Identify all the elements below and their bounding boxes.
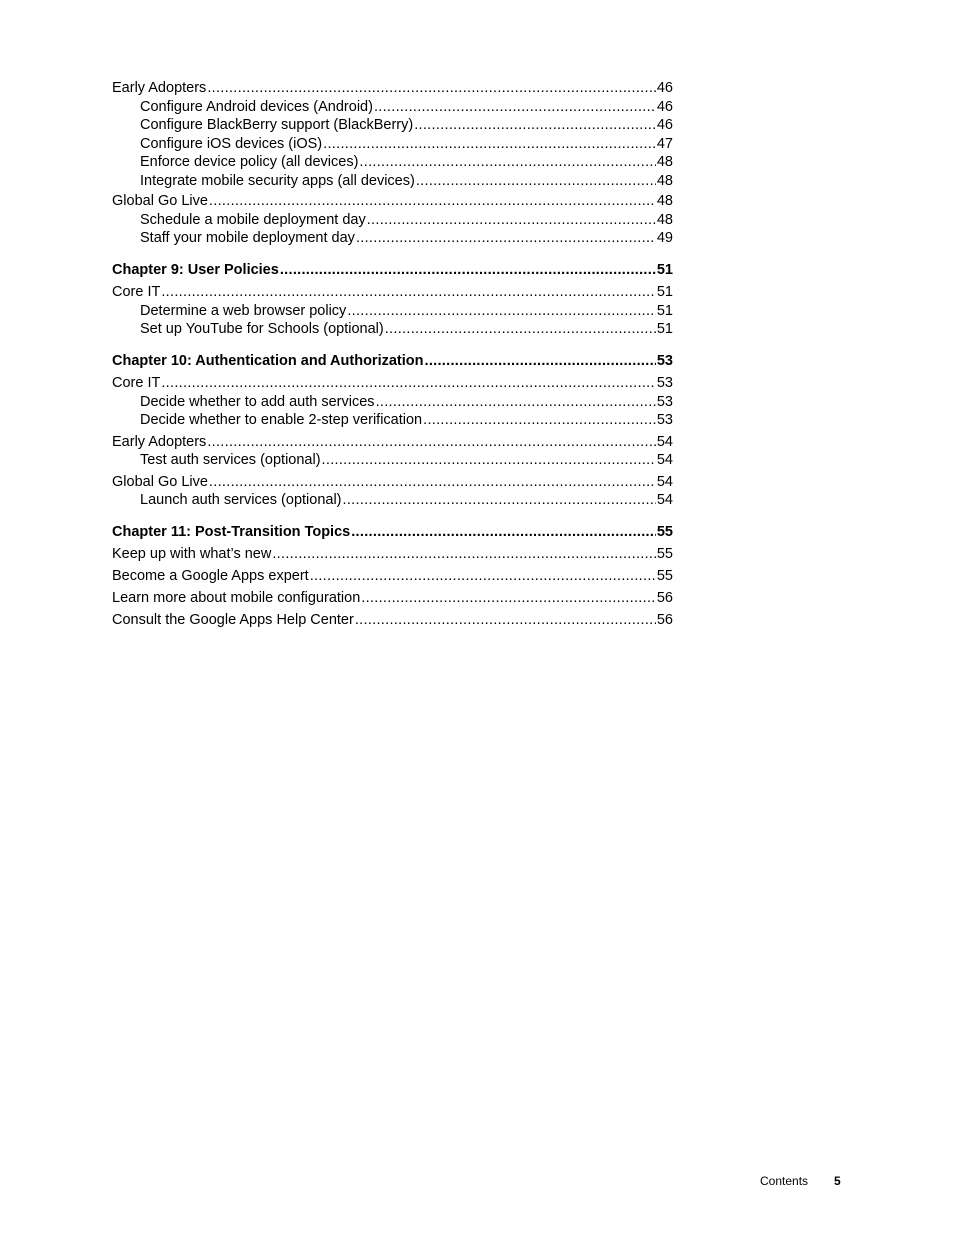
toc-entry-page: 51 xyxy=(656,284,673,300)
toc-chapter-label: Chapter 10: Authentication and Authorization xyxy=(112,352,424,369)
toc-entry[interactable] xyxy=(112,451,673,470)
toc-entry-page: 54 xyxy=(656,492,673,508)
toc-entry[interactable] xyxy=(112,473,673,492)
dot-leader xyxy=(376,393,656,412)
toc-entry[interactable] xyxy=(112,302,673,321)
toc-entry-label: Configure BlackBerry support (BlackBerry) xyxy=(140,117,414,133)
toc-entry-page: 53 xyxy=(656,412,673,428)
dot-leader xyxy=(414,116,656,135)
toc-entry-label: Early Adopters xyxy=(112,433,207,450)
toc-chapter-entry[interactable] xyxy=(112,523,673,542)
dot-leader xyxy=(351,523,656,542)
toc-entry[interactable] xyxy=(112,135,673,154)
page-footer xyxy=(760,1173,841,1189)
dot-leader xyxy=(416,172,656,191)
toc-entry-label: Keep up with what’s new xyxy=(112,546,272,562)
toc-entry[interactable] xyxy=(112,320,673,339)
toc-entry-label: Set up YouTube for Schools (optional) xyxy=(140,321,384,337)
toc-entry-page: 48 xyxy=(656,193,673,209)
toc-entry-label: Configure Android devices (Android) xyxy=(140,98,373,115)
dot-leader xyxy=(374,98,656,117)
toc-chapter-label: Chapter 9: User Policies xyxy=(112,261,279,278)
toc-entry-label: Staff your mobile deployment day xyxy=(140,230,355,246)
toc-entry-label: Become a Google Apps expert xyxy=(112,568,309,584)
toc-entry[interactable] xyxy=(112,283,673,302)
toc-entry-label: Launch auth services (optional) xyxy=(140,492,342,508)
toc-entry-label: Integrate mobile security apps (all devices) xyxy=(140,172,415,189)
toc-entry[interactable] xyxy=(112,587,673,609)
dot-leader xyxy=(161,283,656,302)
toc-entry-label: Global Go Live xyxy=(112,193,208,209)
toc-entry-label: Decide whether to add auth services xyxy=(140,393,375,410)
toc-entry-label: Test auth services (optional) xyxy=(140,452,321,468)
toc-entry-label: Configure iOS devices (iOS) xyxy=(140,135,323,152)
toc-chapter-entry[interactable] xyxy=(112,261,673,280)
dot-leader xyxy=(280,261,656,280)
toc-entry-page: 56 xyxy=(656,590,673,606)
dot-leader xyxy=(424,352,655,371)
dot-leader xyxy=(207,433,656,452)
toc-entry[interactable] xyxy=(112,609,673,631)
toc-entry-page: 49 xyxy=(656,230,673,246)
dot-leader xyxy=(207,79,656,98)
toc-entry[interactable] xyxy=(112,393,673,412)
toc-entry-page: 48 xyxy=(656,211,673,228)
toc-chapter-page: 51 xyxy=(656,261,673,278)
toc-entry-label: Schedule a mobile deployment day xyxy=(140,211,366,228)
toc-entry-label: Decide whether to enable 2-step verification xyxy=(140,412,423,428)
toc-entry[interactable] xyxy=(112,153,673,172)
dot-leader xyxy=(161,374,656,393)
dot-leader xyxy=(359,153,655,172)
toc-entry-page: 54 xyxy=(656,473,673,490)
dot-leader xyxy=(323,135,656,154)
dot-leader xyxy=(343,491,656,510)
toc-entry[interactable] xyxy=(112,79,673,98)
toc-entry-page: 48 xyxy=(656,172,673,189)
toc-entry[interactable] xyxy=(112,229,673,248)
toc-chapter-page: 55 xyxy=(656,523,673,540)
toc-entry-page: 53 xyxy=(656,375,673,391)
toc-entry[interactable] xyxy=(112,374,673,393)
toc-entry-page: 46 xyxy=(656,98,673,115)
toc-entry-label: Early Adopters xyxy=(112,80,207,96)
dot-leader xyxy=(347,302,656,321)
dot-leader xyxy=(209,192,656,211)
dot-leader xyxy=(310,565,656,587)
toc-entry-page: 56 xyxy=(656,612,673,628)
toc-entry-label: Global Go Live xyxy=(112,473,208,490)
toc-entry-label: Learn more about mobile configuration xyxy=(112,590,361,606)
toc-entry[interactable] xyxy=(112,433,673,452)
toc-entry-page: 55 xyxy=(656,568,673,584)
table-of-contents xyxy=(112,79,673,631)
toc-entry[interactable] xyxy=(112,172,673,191)
toc-entry[interactable] xyxy=(112,116,673,135)
dot-leader xyxy=(356,229,656,248)
toc-entry-page: 48 xyxy=(656,154,673,170)
toc-entry-page: 51 xyxy=(656,302,673,319)
dot-leader xyxy=(367,211,656,230)
toc-entry-page: 54 xyxy=(656,452,673,468)
toc-entry[interactable] xyxy=(112,411,673,430)
dot-leader xyxy=(385,320,656,339)
toc-entry-label: Consult the Google Apps Help Center xyxy=(112,612,354,628)
toc-entry[interactable] xyxy=(112,543,673,565)
toc-entry-page: 54 xyxy=(656,433,673,450)
toc-entry-label: Core IT xyxy=(112,375,161,391)
dot-leader xyxy=(209,473,656,492)
toc-entry-page: 46 xyxy=(656,117,673,133)
toc-entry-label: Core IT xyxy=(112,284,161,300)
dot-leader xyxy=(355,609,656,631)
toc-entry-page: 47 xyxy=(656,135,673,152)
toc-chapter-entry[interactable] xyxy=(112,352,673,371)
toc-chapter-label: Chapter 11: Post-Transition Topics xyxy=(112,523,351,540)
toc-entry[interactable] xyxy=(112,98,673,117)
dot-leader xyxy=(361,587,656,609)
toc-entry-page: 51 xyxy=(656,321,673,337)
toc-entry[interactable] xyxy=(112,565,673,587)
toc-entry-label: Enforce device policy (all devices) xyxy=(140,154,359,170)
footer-section-label: Contents xyxy=(760,1174,809,1188)
toc-entry-page: 55 xyxy=(656,546,673,562)
dot-leader xyxy=(272,543,656,565)
footer-page-number: 5 xyxy=(834,1174,841,1188)
dot-leader xyxy=(322,451,656,470)
toc-entry[interactable] xyxy=(112,491,673,510)
toc-entry[interactable] xyxy=(112,211,673,230)
toc-entry-label: Determine a web browser policy xyxy=(140,302,347,319)
toc-entry-page: 46 xyxy=(656,80,673,96)
toc-entry[interactable] xyxy=(112,192,673,211)
toc-entry-page: 53 xyxy=(656,393,673,410)
toc-chapter-page: 53 xyxy=(656,352,673,369)
dot-leader xyxy=(423,411,656,430)
